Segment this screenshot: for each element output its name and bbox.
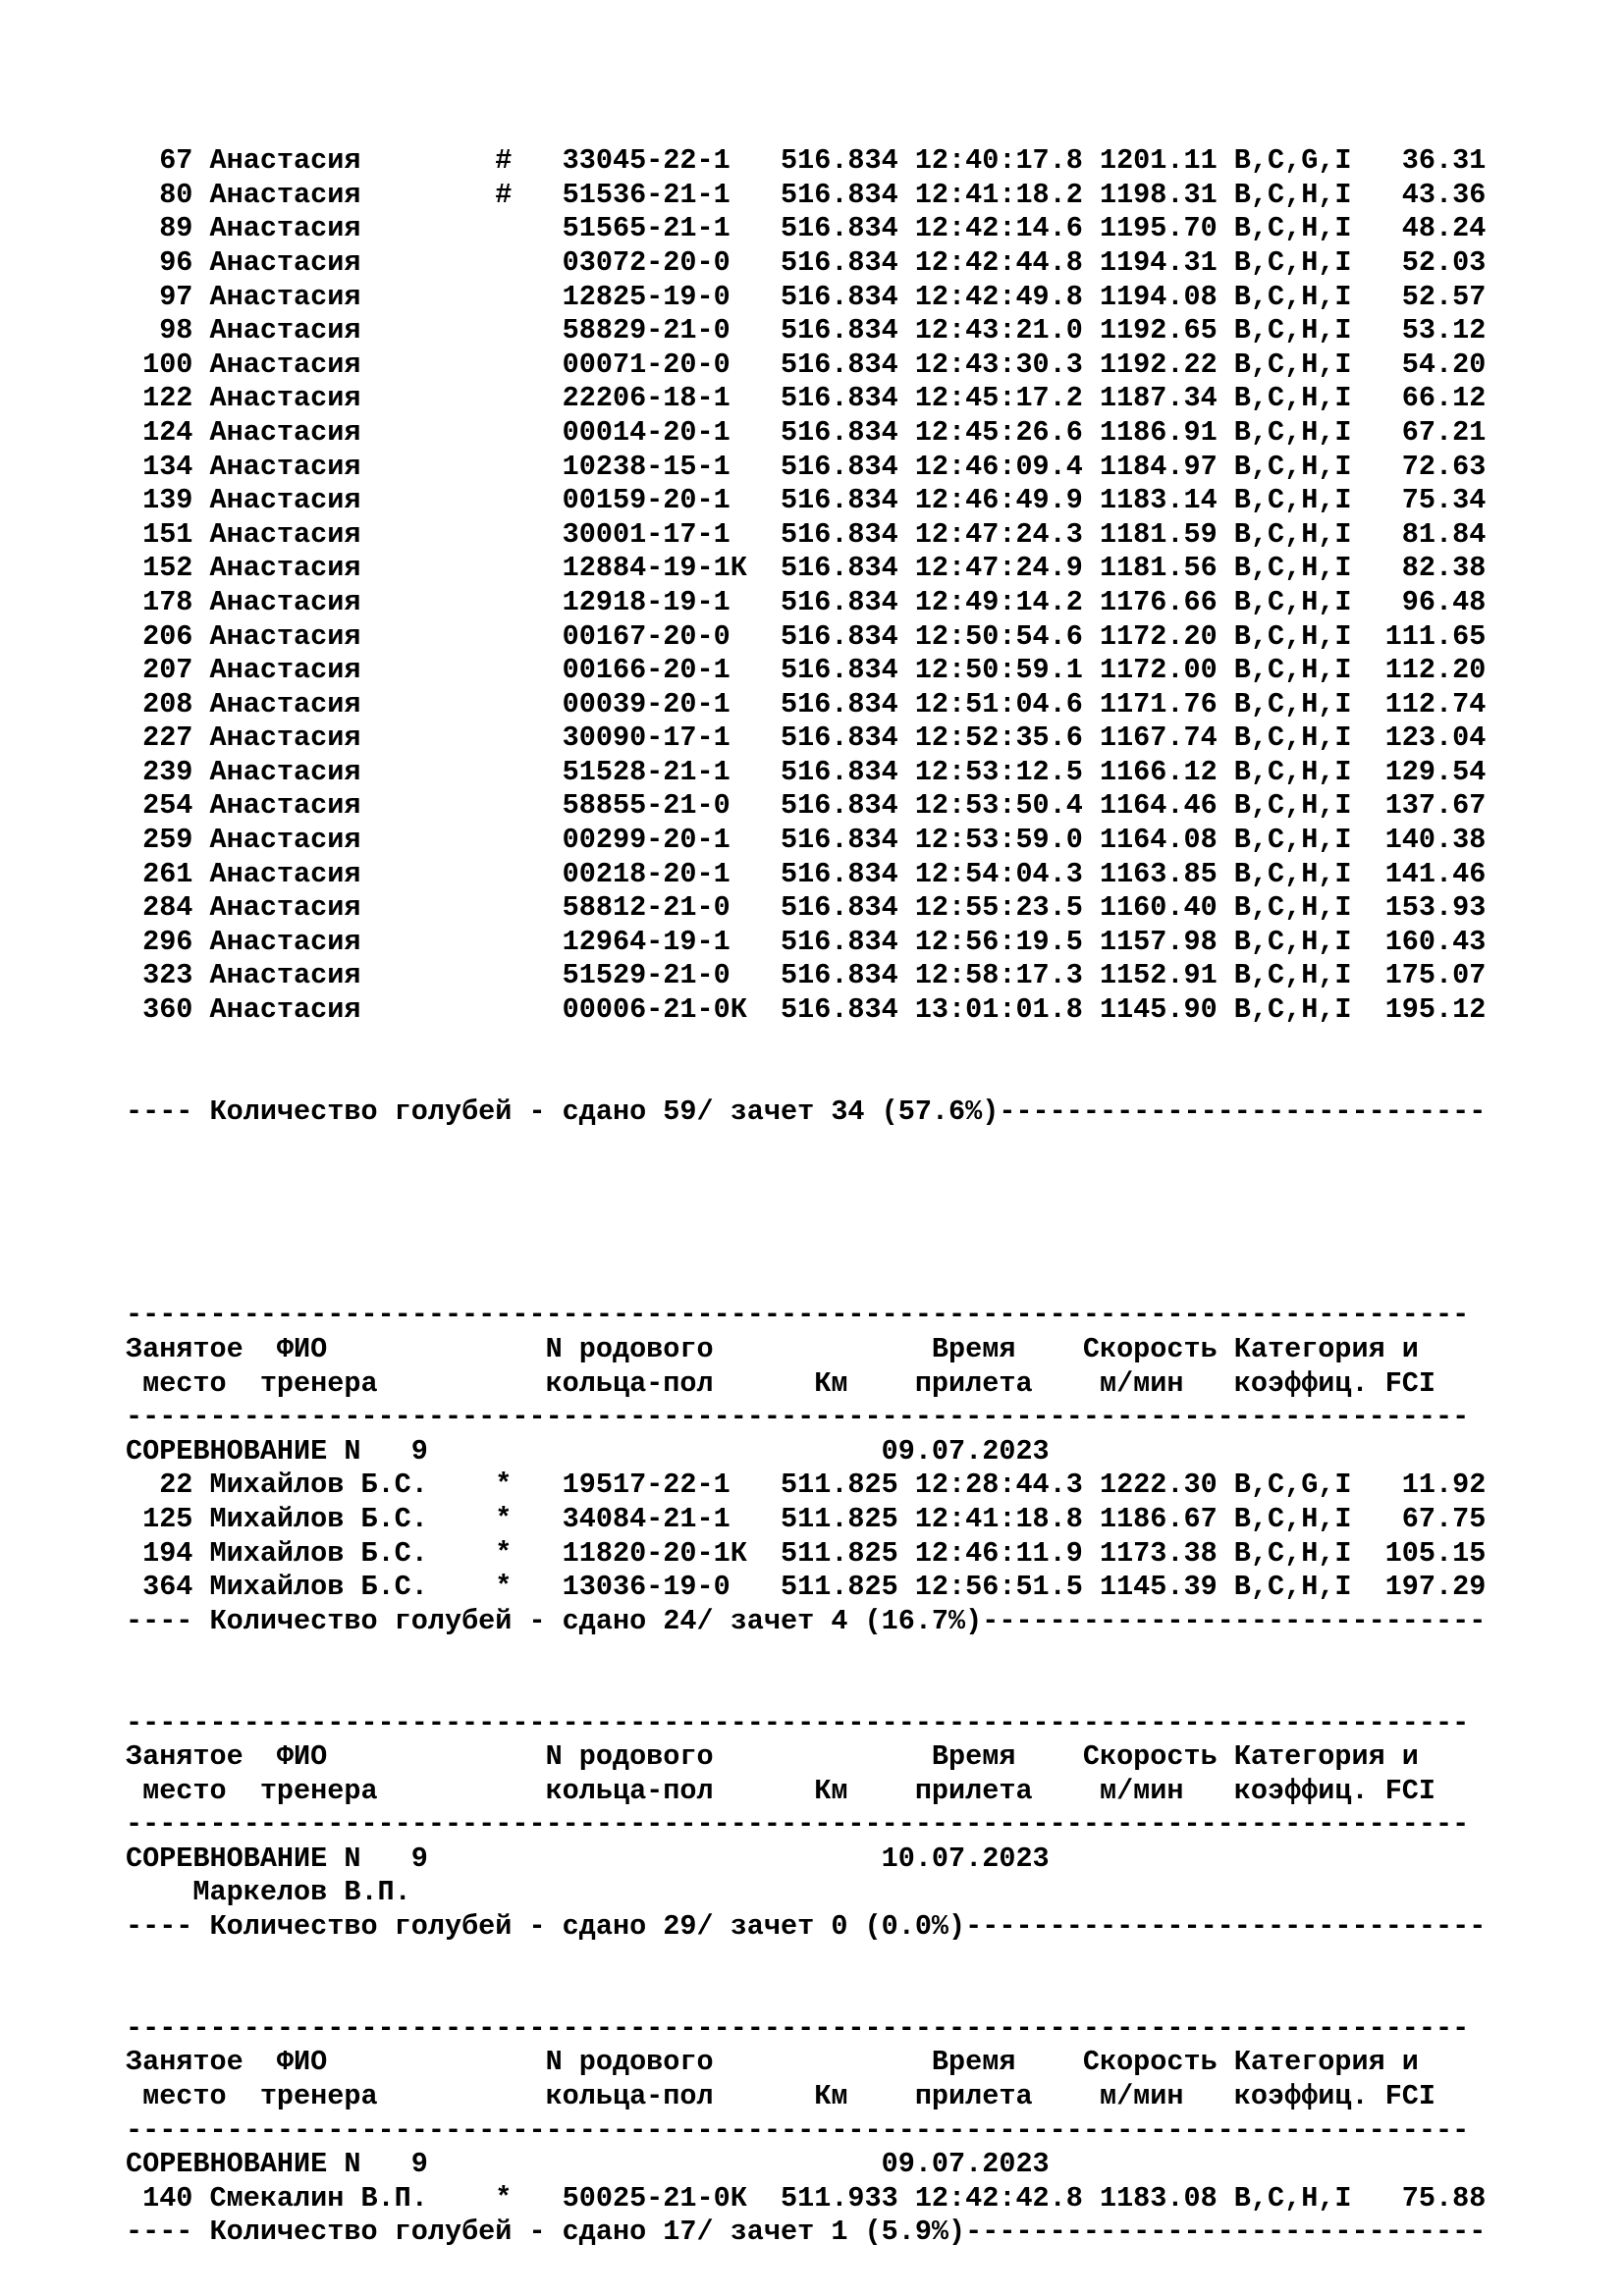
result-row: 96 Анастасия 03072-20-0 516.834 12:42:44.8 1194.31 B,C,H,I 52.03 [126, 245, 1487, 279]
header-rule: -------------------------------------------------------------------------------- [126, 1706, 1470, 1739]
block-summary: ---- Количество голубей - сдано 59/ зачет 34 (57.6%)----------------------------- [126, 1095, 1487, 1128]
result-row: 80 Анастасия # 51536-21-1 516.834 12:41:18.2 1198.31 B,C,H,I 43.36 [126, 178, 1487, 211]
result-row: 178 Анастасия 12918-19-1 516.834 12:49:14.2 1176.66 B,C,H,I 96.48 [126, 585, 1487, 618]
result-row: 364 Михайлов Б.С. * 13036-19-0 511.825 12:56:51.5 1145.39 B,C,H,I 197.29 [126, 1571, 1487, 1604]
blank-line [126, 1945, 1486, 1979]
first-block-rows [126, 144, 1486, 1027]
result-row: 152 Анастасия 12884-19-1К 516.834 12:47:24.9 1181.56 B,C,H,I 82.38 [126, 552, 1487, 585]
header-rule: -------------------------------------------------------------------------------- [126, 1401, 1470, 1434]
header-line-1: Занятое ФИО N родового Время Скорость Категория и [126, 1332, 1419, 1365]
result-row: 206 Анастасия 00167-20-0 516.834 12:50:54.6 1172.20 B,C,H,I 111.65 [126, 619, 1487, 653]
blank-line [126, 1673, 1486, 1707]
result-row: 22 Михайлов Б.С. * 19517-22-1 511.825 12:28:44.3 1222.30 B,C,G,I 11.92 [126, 1468, 1487, 1502]
result-row: 124 Анастасия 00014-20-1 516.834 12:45:26.6 1186.91 B,C,H,I 67.21 [126, 415, 1487, 449]
header-rule: -------------------------------------------------------------------------------- [126, 2113, 1470, 2147]
result-row: 97 Анастасия 12825-19-0 516.834 12:42:49.8 1194.08 B,C,H,I 52.57 [126, 280, 1487, 313]
competition-title: СОРЕВНОВАНИЕ N 9 09.07.2023 [126, 2148, 1050, 2181]
competition-section [126, 1231, 1486, 1638]
header-line-2: место тренера кольца-пол Км прилета м/мин коэффиц. FCI [126, 1366, 1436, 1400]
result-row: 98 Анастасия 58829-21-0 516.834 12:43:21.0 1192.65 B,C,H,I 53.12 [126, 314, 1487, 347]
result-row: 140 Смекалин В.П. * 50025-21-0К 511.933 12:42:42.8 1183.08 B,C,H,I 75.88 [126, 2181, 1487, 2215]
competition-section [126, 1638, 1486, 1944]
result-row: 259 Анастасия 00299-20-1 516.834 12:53:59.0 1164.08 B,C,H,I 140.38 [126, 824, 1487, 857]
section-summary: ---- Количество голубей - сдано 17/ зачет 1 (5.9%)------------------------------- [126, 2216, 1487, 2249]
section-summary: ---- Количество голубей - сдано 24/ зачет 4 (16.7%)------------------------------ [126, 1604, 1487, 1637]
result-row: 208 Анастасия 00039-20-1 516.834 12:51:04.6 1171.76 B,C,H,I 112.74 [126, 687, 1487, 721]
competition-section [126, 1945, 1486, 2250]
result-row: 125 Михайлов Б.С. * 34084-21-1 511.825 12:41:18.8 1186.67 B,C,H,I 67.75 [126, 1502, 1487, 1535]
result-row: 194 Михайлов Б.С. * 11820-20-1К 511.825 12:46:11.9 1173.38 B,C,H,I 105.15 [126, 1536, 1487, 1570]
result-row: 134 Анастасия 10238-15-1 516.834 12:46:09.4 1184.97 B,C,H,I 72.63 [126, 450, 1487, 483]
result-row: 296 Анастасия 12964-19-1 516.834 12:56:19.5 1157.98 B,C,H,I 160.43 [126, 925, 1487, 958]
header-line-2: место тренера кольца-пол Км прилета м/мин коэффиц. FCI [126, 2080, 1436, 2113]
result-row: 323 Анастасия 51529-21-0 516.834 12:58:17.3 1152.91 B,C,H,I 175.07 [126, 959, 1487, 992]
header-rule: -------------------------------------------------------------------------------- [126, 1299, 1470, 1332]
header-line-1: Занятое ФИО N родового Время Скорость Категория и [126, 2046, 1419, 2079]
result-row: 122 Анастасия 22206-18-1 516.834 12:45:17.2 1187.34 B,C,H,I 66.12 [126, 382, 1487, 415]
competition-title: СОРЕВНОВАНИЕ N 9 09.07.2023 [126, 1434, 1050, 1468]
header-line-1: Занятое ФИО N родового Время Скорость Категория и [126, 1740, 1419, 1774]
result-row: 284 Анастасия 58812-21-0 516.834 12:55:23.5 1160.40 B,C,H,I 153.93 [126, 891, 1487, 925]
result-row: 360 Анастасия 00006-21-0К 516.834 13:01:01.8 1145.90 B,C,H,I 195.12 [126, 993, 1487, 1027]
section-summary: ---- Количество голубей - сдано 29/ зачет 0 (0.0%)------------------------------- [126, 1910, 1487, 1944]
blank-line [126, 1265, 1486, 1300]
blank-line [126, 1231, 1486, 1265]
results-report [126, 77, 1486, 2284]
blank-line [126, 1978, 1486, 2012]
report-sections [126, 1231, 1486, 2250]
result-row: 151 Анастасия 30001-17-1 516.834 12:47:24.3 1181.59 B,C,H,I 81.84 [126, 517, 1487, 551]
blank-line [126, 1638, 1486, 1673]
result-row: 239 Анастасия 51528-21-1 516.834 12:53:12.5 1166.12 B,C,H,I 129.54 [126, 755, 1487, 788]
header-rule: -------------------------------------------------------------------------------- [126, 2011, 1470, 2045]
header-rule: -------------------------------------------------------------------------------- [126, 1808, 1470, 1842]
header-line-2: место тренера кольца-пол Км прилета м/мин коэффиц. FCI [126, 1774, 1436, 1807]
result-row: 261 Анастасия 00218-20-1 516.834 12:54:04.3 1163.85 B,C,H,I 141.46 [126, 857, 1487, 890]
competition-title: СОРЕВНОВАНИЕ N 9 10.07.2023 [126, 1842, 1050, 1875]
result-row: 89 Анастасия 51565-21-1 516.834 12:42:14.6 1195.70 B,C,H,I 48.24 [126, 212, 1487, 245]
result-row: 207 Анастасия 00166-20-1 516.834 12:50:59.1 1172.00 B,C,H,I 112.20 [126, 654, 1487, 687]
result-row: Маркелов В.П. [126, 1876, 411, 1909]
result-row: 254 Анастасия 58855-21-0 516.834 12:53:50.4 1164.46 B,C,H,I 137.67 [126, 789, 1487, 823]
result-row: 139 Анастасия 00159-20-1 516.834 12:46:49.9 1183.14 B,C,H,I 75.34 [126, 484, 1487, 517]
result-row: 67 Анастасия # 33045-22-1 516.834 12:40:17.8 1201.11 B,C,G,I 36.31 [126, 144, 1487, 178]
result-row: 100 Анастасия 00071-20-0 516.834 12:43:30.3 1192.22 B,C,H,I 54.20 [126, 347, 1487, 381]
result-row: 227 Анастасия 30090-17-1 516.834 12:52:35.6 1167.74 B,C,H,I 123.04 [126, 721, 1487, 755]
